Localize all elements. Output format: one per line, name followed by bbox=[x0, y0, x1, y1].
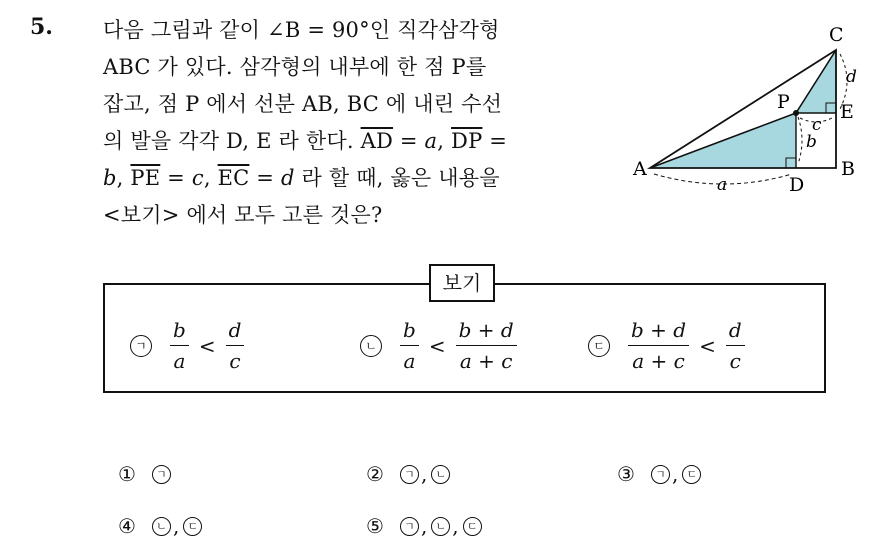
choice-number: ④ bbox=[118, 514, 136, 538]
comma: , bbox=[172, 514, 180, 538]
statement-nieun bbox=[360, 318, 523, 373]
question-line-1: 다음 그림과 같이 ∠B = 90°인 직각삼각형 bbox=[103, 18, 500, 42]
segment-dp: $\overline{DP}$ bbox=[451, 129, 483, 153]
question-line-3: 잡고, 점 P 에서 선분 AB, BC 에 내린 수선 bbox=[103, 92, 503, 116]
choice-number: ① bbox=[118, 462, 136, 486]
separator: , bbox=[203, 166, 218, 190]
point-p bbox=[793, 110, 799, 116]
choice-marker: ㄷ bbox=[183, 517, 202, 536]
choice-1[interactable] bbox=[118, 462, 173, 486]
fraction-left bbox=[170, 318, 189, 373]
choice-number: ③ bbox=[617, 462, 635, 486]
var-b: b bbox=[103, 166, 117, 190]
dimension-b bbox=[798, 117, 802, 164]
label-a: A bbox=[633, 158, 647, 180]
choice-2[interactable] bbox=[366, 462, 452, 486]
comma: , bbox=[420, 462, 428, 486]
statement-giyeok bbox=[130, 318, 250, 373]
line5-suffix: 라 할 때, 옳은 내용을 bbox=[294, 166, 500, 190]
equals-sign: = bbox=[482, 129, 508, 153]
choice-marker: ㄴ bbox=[431, 465, 450, 484]
marker-digeut: ㄷ bbox=[588, 335, 610, 357]
denominator: a + c bbox=[459, 349, 513, 373]
less-than: < bbox=[198, 333, 216, 358]
equals-sign: = bbox=[160, 166, 192, 190]
fraction-right bbox=[226, 318, 245, 373]
separator: , bbox=[437, 129, 452, 153]
triangle-figure bbox=[620, 10, 870, 200]
denominator: c bbox=[729, 349, 741, 373]
line4-prefix: 의 발을 각각 D, E 라 한다. bbox=[103, 129, 361, 153]
choice-marker: ㄴ bbox=[431, 517, 450, 536]
numerator: d bbox=[226, 318, 245, 346]
numerator: b + d bbox=[628, 318, 689, 346]
question-line-6: <보기> 에서 모두 고른 것은? bbox=[103, 203, 383, 227]
label-c: C bbox=[829, 24, 844, 46]
question-number: 5. bbox=[30, 14, 53, 40]
bogi-title: 보기 bbox=[429, 264, 495, 302]
choice-marker: ㄷ bbox=[682, 465, 701, 484]
separator: , bbox=[116, 166, 131, 190]
less-than: < bbox=[428, 333, 446, 358]
question-line-2: ABC 가 있다. 삼각형의 내부에 한 점 P를 bbox=[103, 55, 487, 79]
choice-marker: ㄱ bbox=[400, 517, 419, 536]
label-p: P bbox=[777, 91, 790, 113]
less-than: < bbox=[699, 333, 716, 358]
var-d: d bbox=[280, 166, 295, 190]
equals-sign: = bbox=[393, 129, 425, 153]
numerator: b bbox=[170, 318, 189, 346]
choice-marker: ㄱ bbox=[651, 465, 670, 484]
choice-4[interactable] bbox=[118, 514, 204, 538]
segment-pe: $\overline{PE}$ bbox=[130, 166, 161, 190]
fraction-right bbox=[726, 318, 745, 373]
question-line-4 bbox=[103, 125, 507, 155]
label-b: B bbox=[841, 158, 855, 180]
choice-number: ② bbox=[366, 462, 384, 486]
segment-ad: $\overline{AD}$ bbox=[360, 129, 393, 153]
label-len-d: d bbox=[846, 67, 857, 87]
segment-ec: $\overline{EC}$ bbox=[217, 166, 250, 190]
choice-marker: ㄱ bbox=[152, 465, 171, 484]
comma: , bbox=[671, 462, 679, 486]
choice-3[interactable] bbox=[617, 462, 703, 486]
label-d: D bbox=[789, 174, 805, 196]
denominator: a bbox=[403, 349, 416, 373]
numerator: d bbox=[726, 318, 745, 346]
fraction-right bbox=[456, 318, 517, 373]
fraction-left bbox=[400, 318, 419, 373]
marker-giyeok: ㄱ bbox=[130, 335, 152, 357]
denominator: c bbox=[229, 349, 241, 373]
question-line-5 bbox=[103, 162, 500, 192]
equals-sign: = bbox=[249, 166, 281, 190]
label-len-a: a bbox=[717, 175, 728, 195]
choice-marker: ㄷ bbox=[463, 517, 482, 536]
numerator: b bbox=[400, 318, 419, 346]
choice-number: ⑤ bbox=[366, 514, 384, 538]
choice-marker: ㄱ bbox=[400, 465, 419, 484]
var-a: a bbox=[424, 129, 438, 153]
denominator: a bbox=[173, 349, 186, 373]
label-len-c: c bbox=[812, 115, 822, 135]
label-len-b: b bbox=[806, 132, 817, 152]
label-e: E bbox=[840, 101, 854, 123]
denominator: a + c bbox=[632, 349, 685, 373]
comma: , bbox=[420, 514, 428, 538]
numerator: b + d bbox=[456, 318, 517, 346]
marker-nieun: ㄴ bbox=[360, 335, 382, 357]
var-c: c bbox=[191, 166, 204, 190]
choice-marker: ㄴ bbox=[152, 517, 171, 536]
choice-5[interactable] bbox=[366, 514, 484, 538]
statement-digeut bbox=[588, 318, 751, 373]
comma: , bbox=[452, 514, 459, 538]
fraction-left bbox=[628, 318, 689, 373]
